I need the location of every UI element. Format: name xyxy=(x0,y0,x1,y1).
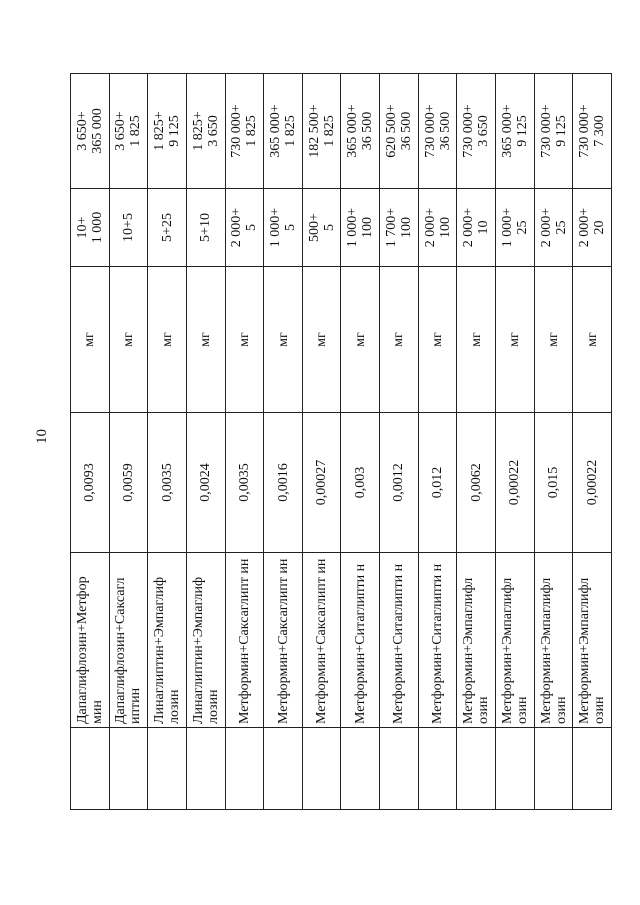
unit-cell: мг xyxy=(225,267,264,413)
total-cell: 1 825+ 9 125 xyxy=(148,74,187,189)
blank-cell xyxy=(186,728,225,810)
blank-cell xyxy=(418,728,457,810)
blank-cell xyxy=(380,728,419,810)
drug-name-cell: Линаглиптин+Эмпаглиф лозин xyxy=(186,553,225,728)
unit-cell: мг xyxy=(109,267,148,413)
table-body xyxy=(71,74,612,810)
total-cell: 365 000+ 36 500 xyxy=(341,74,380,189)
drug-name-cell: Метформин+Эмпаглифл озин xyxy=(573,553,612,728)
total-cell: 620 500+ 36 500 xyxy=(380,74,419,189)
total-cell: 3 650+ 365 000 xyxy=(71,74,110,189)
blank-cell xyxy=(534,728,573,810)
value-cell: 0,0059 xyxy=(109,413,148,553)
rotated-table-wrapper xyxy=(70,74,612,810)
value-cell: 0,0062 xyxy=(457,413,496,553)
drug-name-cell: Метформин+Ситаглипти н xyxy=(418,553,457,728)
table-row xyxy=(380,74,419,810)
drug-name-cell: Линаглиптин+Эмпаглиф лозин xyxy=(148,553,187,728)
value-cell: 0,0024 xyxy=(186,413,225,553)
blank-cell xyxy=(225,728,264,810)
total-cell: 365 000+ 1 825 xyxy=(264,74,303,189)
unit-cell: мг xyxy=(186,267,225,413)
table-row xyxy=(148,74,187,810)
table-row xyxy=(109,74,148,810)
table-row xyxy=(264,74,303,810)
drug-name-cell: Метформин+Саксаглипт ин xyxy=(225,553,264,728)
table-row xyxy=(225,74,264,810)
unit-cell: мг xyxy=(573,267,612,413)
dose-cell: 1 700+ 100 xyxy=(380,189,419,267)
total-cell: 730 000+ 1 825 xyxy=(225,74,264,189)
table-row xyxy=(341,74,380,810)
table-row xyxy=(418,74,457,810)
dose-cell: 2 000+ 25 xyxy=(534,189,573,267)
dose-cell: 2 000+ 100 xyxy=(418,189,457,267)
blank-cell xyxy=(71,728,110,810)
value-cell: 0,00027 xyxy=(302,413,341,553)
value-cell: 0,00022 xyxy=(496,413,535,553)
dose-cell: 1 000+ 100 xyxy=(341,189,380,267)
drug-name-cell: Метформин+Ситаглипти н xyxy=(341,553,380,728)
value-cell: 0,012 xyxy=(418,413,457,553)
total-cell: 182 500+ 1 825 xyxy=(302,74,341,189)
unit-cell: мг xyxy=(302,267,341,413)
drug-name-cell: Метформин+Саксаглипт ин xyxy=(264,553,303,728)
total-cell: 3 650+ 1 825 xyxy=(109,74,148,189)
value-cell: 0,0012 xyxy=(380,413,419,553)
total-cell: 730 000+ 36 500 xyxy=(418,74,457,189)
drug-dosage-table xyxy=(70,73,612,810)
page-number: 10 xyxy=(34,429,50,444)
value-cell: 0,003 xyxy=(341,413,380,553)
table-row xyxy=(496,74,535,810)
unit-cell: мг xyxy=(264,267,303,413)
blank-cell xyxy=(109,728,148,810)
drug-name-cell: Дапаглифлозин+Метфор мин xyxy=(71,553,110,728)
blank-cell xyxy=(264,728,303,810)
blank-cell xyxy=(573,728,612,810)
drug-name-cell: Метформин+Саксаглипт ин xyxy=(302,553,341,728)
drug-name-cell: Метформин+Эмпаглифл озин xyxy=(534,553,573,728)
value-cell: 0,0093 xyxy=(71,413,110,553)
drug-name-cell: Метформин+Эмпаглифл озин xyxy=(457,553,496,728)
dose-cell: 2 000+ 5 xyxy=(225,189,264,267)
drug-name-cell: Метформин+Ситаглипти н xyxy=(380,553,419,728)
value-cell: 0,0035 xyxy=(225,413,264,553)
blank-cell xyxy=(496,728,535,810)
table-row xyxy=(302,74,341,810)
value-cell: 0,0016 xyxy=(264,413,303,553)
blank-cell xyxy=(302,728,341,810)
table-row xyxy=(457,74,496,810)
table-row xyxy=(573,74,612,810)
total-cell: 730 000+ 9 125 xyxy=(534,74,573,189)
total-cell: 1 825+ 3 650 xyxy=(186,74,225,189)
unit-cell: мг xyxy=(418,267,457,413)
unit-cell: мг xyxy=(496,267,535,413)
dose-cell: 5+25 xyxy=(148,189,187,267)
total-cell: 730 000+ 7 300 xyxy=(573,74,612,189)
unit-cell: мг xyxy=(71,267,110,413)
table-row xyxy=(186,74,225,810)
dose-cell: 1 000+ 5 xyxy=(264,189,303,267)
dose-cell: 2 000+ 10 xyxy=(457,189,496,267)
drug-name-cell: Дапаглифлозин+Саксагл иптин xyxy=(109,553,148,728)
dose-cell: 5+10 xyxy=(186,189,225,267)
blank-cell xyxy=(148,728,187,810)
value-cell: 0,00022 xyxy=(573,413,612,553)
dose-cell: 2 000+ 20 xyxy=(573,189,612,267)
table-row xyxy=(71,74,110,810)
value-cell: 0,0035 xyxy=(148,413,187,553)
unit-cell: мг xyxy=(534,267,573,413)
dose-cell: 10+ 1 000 xyxy=(71,189,110,267)
unit-cell: мг xyxy=(341,267,380,413)
dose-cell: 500+ 5 xyxy=(302,189,341,267)
unit-cell: мг xyxy=(380,267,419,413)
blank-cell xyxy=(457,728,496,810)
dose-cell: 10+5 xyxy=(109,189,148,267)
value-cell: 0,015 xyxy=(534,413,573,553)
total-cell: 730 000+ 3 650 xyxy=(457,74,496,189)
drug-name-cell: Метформин+Эмпаглифл озин xyxy=(496,553,535,728)
blank-cell xyxy=(341,728,380,810)
unit-cell: мг xyxy=(148,267,187,413)
table-row xyxy=(534,74,573,810)
total-cell: 365 000+ 9 125 xyxy=(496,74,535,189)
unit-cell: мг xyxy=(457,267,496,413)
dose-cell: 1 000+ 25 xyxy=(496,189,535,267)
